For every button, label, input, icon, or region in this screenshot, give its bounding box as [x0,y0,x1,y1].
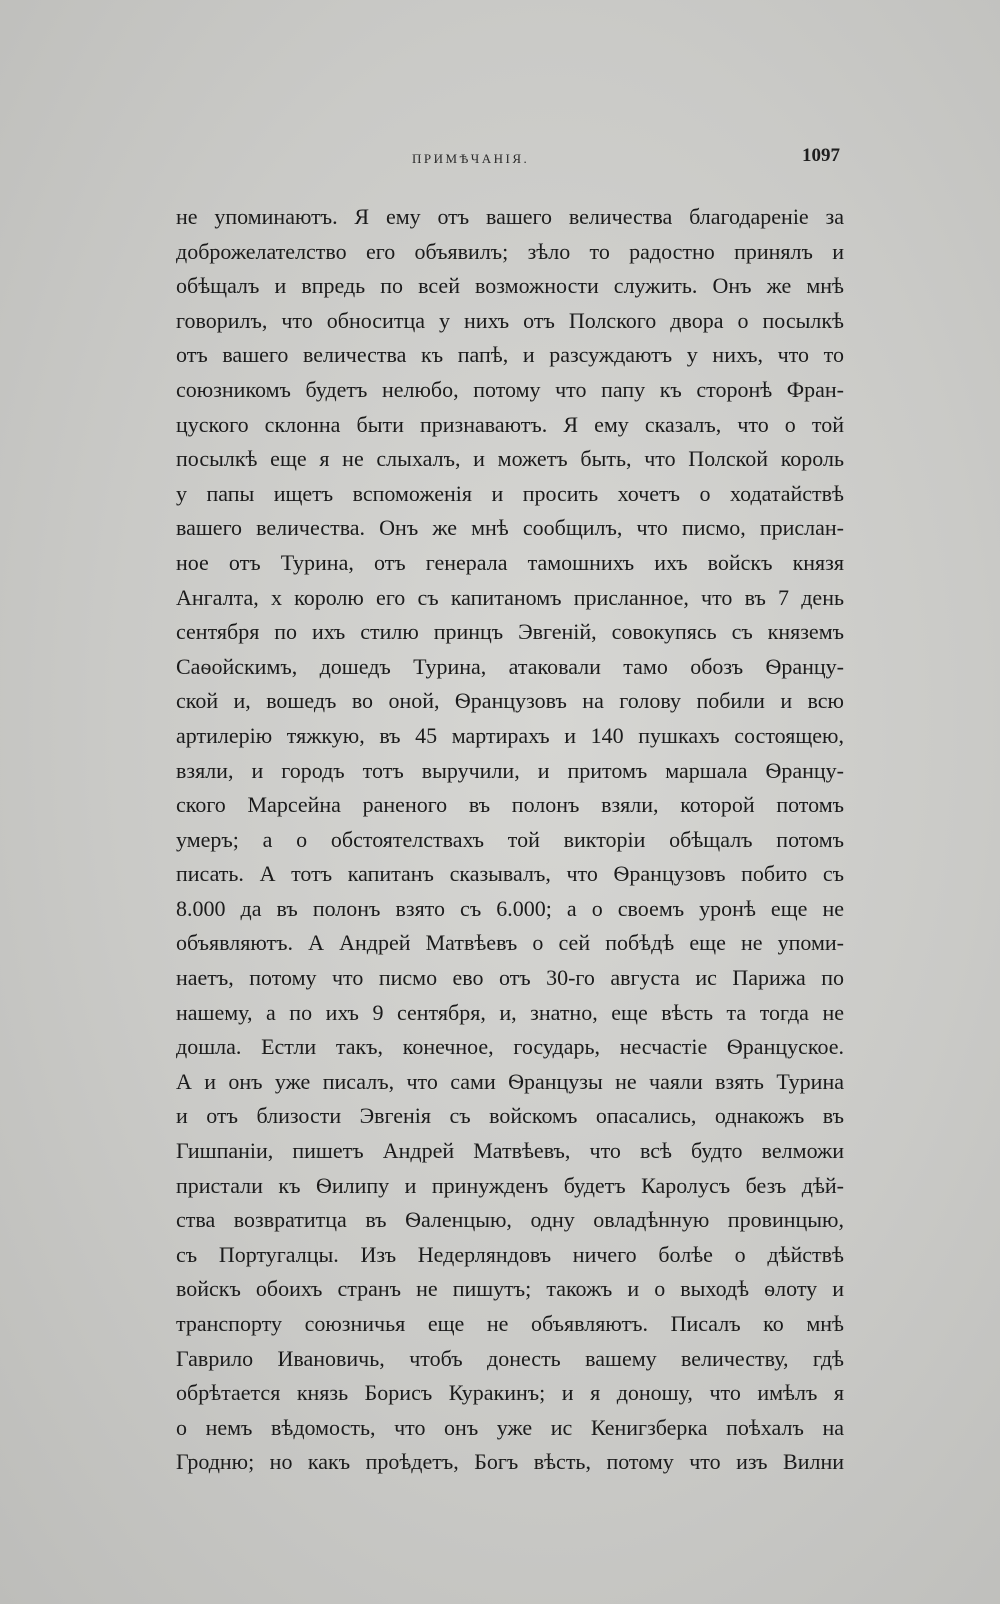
text-line: посылкѣ еще я не слыхалъ, и можетъ быть, что Полской король [176,446,844,472]
body-text [176,200,844,1480]
text-line: ства возвратитца въ Ѳаленцыю, одну овладѣнную провинцыю, [176,1207,844,1233]
text-line: взяли, и городъ тотъ выручили, и притомъ маршала Ѳранцу- [176,757,844,783]
text-line: союзникомъ будетъ нелюбо, потому что папу къ сторонѣ Фран- [176,376,844,402]
text-line: обѣщалъ и впредь по всей возможности служить. Онъ же мнѣ [176,273,844,299]
text-line: дошла. Естли такъ, конечное, государь, несчастіе Ѳранцуское. [176,1034,844,1060]
text-line: нашему, а по ихъ 9 сентября, и, знатно, еще вѣсть та тогда не [176,999,844,1025]
text-line: цуского склонна быти признаваютъ. Я ему сказалъ, что о той [176,411,844,437]
text-line: Ангалта, х королю его съ капитаномъ присланное, что въ 7 день [176,584,844,610]
text-line: объявляютъ. А Андрей Матвѣевъ о сей побѣдѣ еще не упоми- [176,930,844,956]
text-line: обрѣтается князь Борисъ Куракинъ; и я доношу, что имѣлъ я [176,1380,844,1406]
text-line: у папы ищетъ вспоможенія и просить хочетъ о ходатайствѣ [176,480,844,506]
text-line: о немъ вѣдомость, что онъ уже ис Кенигзберка поѣхалъ на [176,1414,844,1440]
text-line: Саѳойскимъ, дошедъ Турина, атаковали тамо обозъ Ѳранцу- [176,653,844,679]
text-line: съ Португалцы. Изъ Недерляндовъ ничего болѣе о дѣйствѣ [176,1241,844,1267]
text-line: ное отъ Турина, отъ генерала тамошнихъ ихъ войскъ князя [176,549,844,575]
text-line: вашего величества. Онъ же мнѣ сообщилъ, что писмо, прислан- [176,515,844,541]
text-line: наетъ, потому что писмо ево отъ 30-го августа ис Парижа по [176,965,844,991]
text-line: 8.000 да въ полонъ взято съ 6.000; а о своемъ уронѣ еще не [176,895,844,921]
text-line: умеръ; а о обстоятелствахъ той викторіи обѣщалъ потомъ [176,826,844,852]
text-line: транспорту союзничья еще не объявляютъ. Писалъ ко мнѣ [176,1311,844,1336]
text-line: войскъ обоихъ странъ не пишутъ; такожъ и о выходѣ ѳлоту и [176,1276,844,1302]
text-line: Гаврило Ивановичь, чтобъ донесть вашему величеству, гдѣ [176,1345,844,1371]
page-number: 1097 [802,145,840,166]
text-line: А и онъ уже писалъ, что сами Ѳранцузы не чаяли взять Турина [176,1068,844,1094]
text-line: отъ вашего величества къ папѣ, и разсуждаютъ у нихъ, что то [176,342,844,368]
text-line: Гродню; но какъ проѣдетъ, Богъ вѣсть, потому что изъ Вилни [176,1449,844,1475]
text-line: доброжелателство его объявилъ; зѣло то радостно принялъ и [176,238,844,264]
text-line: писать. А тотъ капитанъ сказывалъ, что Ѳранцузовъ побито съ [176,861,844,887]
text-line: не упоминаютъ. Я ему отъ вашего величества благодареніе за [176,204,844,229]
running-head: ПРИМѢЧАНІЯ. [412,151,530,166]
text-line: пристали къ Ѳилипу и принужденъ будетъ Каролусъ безъ дѣй- [176,1172,844,1198]
text-line: и отъ близости Эвгенія съ войскомъ опасались, однакожъ въ [176,1103,844,1129]
text-line: говорилъ, что обноситца у нихъ отъ Полского двора о посылкѣ [176,307,844,333]
text-line: Гишпаніи, пишетъ Андрей Матвѣевъ, что всѣ будто велможи [176,1138,844,1164]
text-line: сентября по ихъ стилю принцъ Эвгеній, совокупясь съ княземъ [176,619,844,645]
text-line: ской и, вошедъ во оной, Ѳранцузовъ на голову побили и всю [176,688,844,714]
page-header [175,145,840,175]
text-line: ского Марсейна раненого въ полонъ взяли, которой потомъ [176,792,844,818]
text-line: артилерію тяжкую, въ 45 мартирахъ и 140 пушкахъ состоящею, [176,722,844,748]
